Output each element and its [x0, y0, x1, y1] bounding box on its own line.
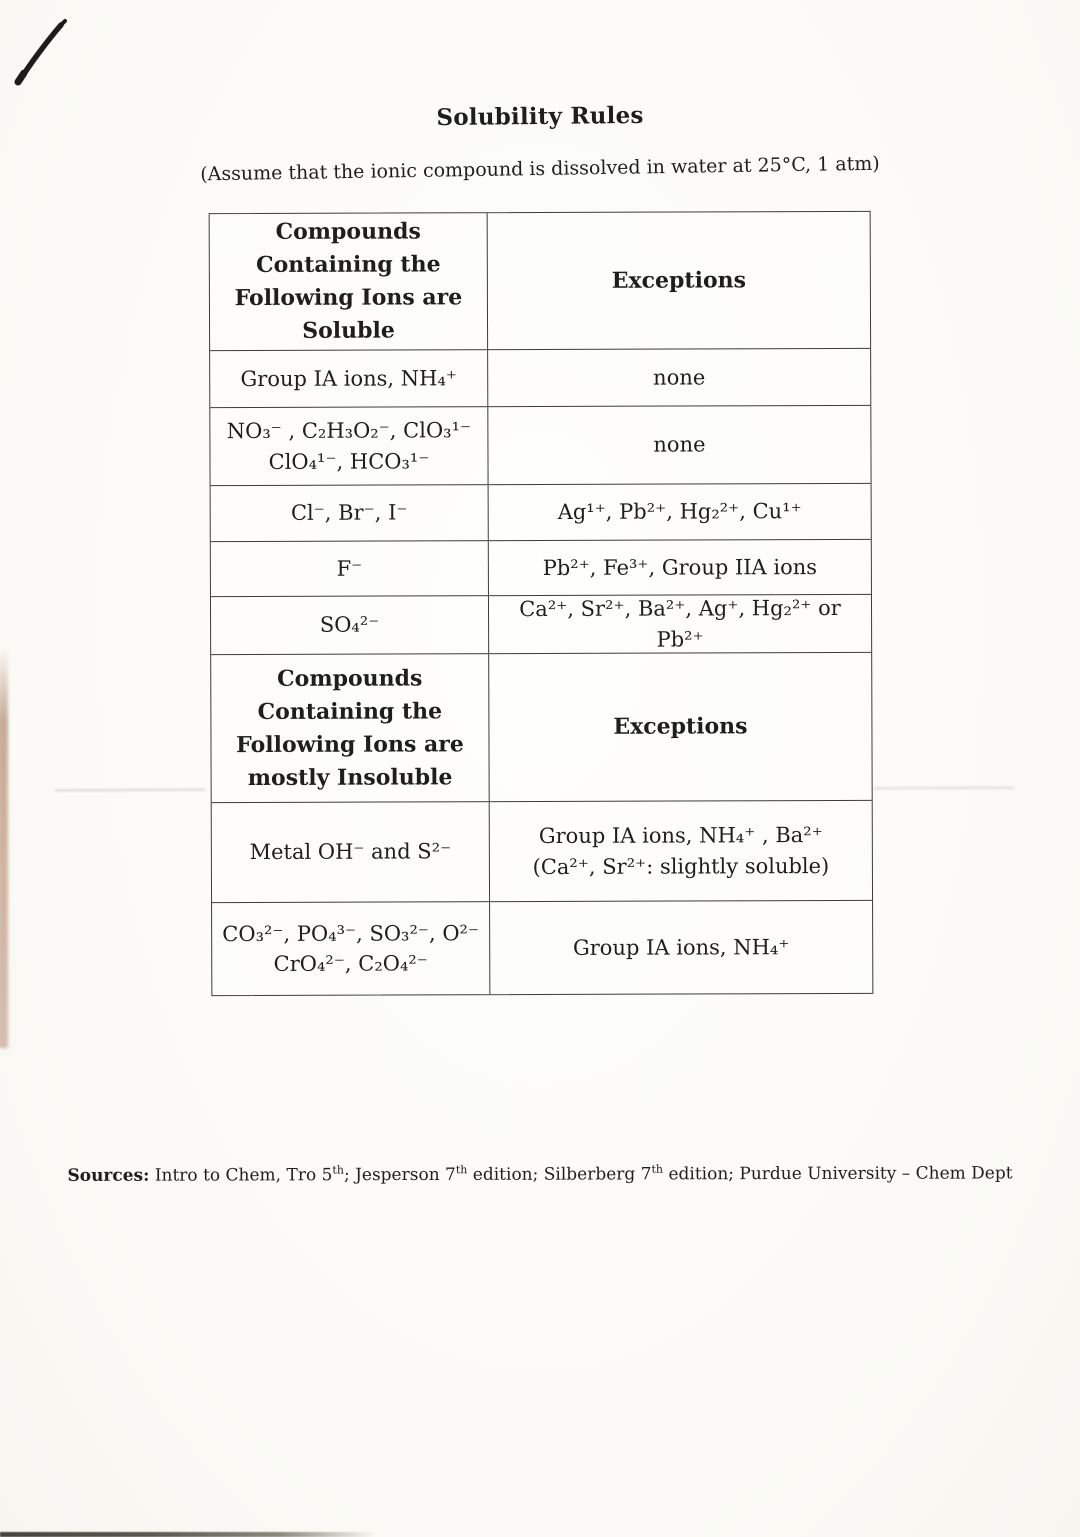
scan-fold-line-left [55, 789, 205, 792]
soluble-header-row [210, 212, 870, 350]
page-subtitle: (Assume that the ionic compound is dissolved in water at 25°C, 1 atm) [200, 152, 880, 186]
exceptions-cell: Ca²⁺, Sr²⁺, Ba²⁺, Ag⁺, Hg₂²⁺ or Pb²⁺ [519, 596, 841, 652]
ions-cell: Metal OH⁻ and S²⁻ [212, 802, 490, 902]
exceptions-cell: Group IA ions, NH₄⁺ , Ba²⁺ (Ca²⁺, Sr²⁺: slightly soluble) [532, 823, 830, 879]
insoluble-header-ions: Compounds Containing the Following Ions are mostly Insoluble [211, 654, 490, 802]
ions-cell: Cl⁻, Br⁻, I⁻ [211, 485, 489, 541]
scan-fold-line-right [874, 787, 1014, 790]
exceptions-cell: none [653, 432, 706, 457]
scan-smudge-left-edge [0, 648, 8, 1048]
ions-cell: SO₄²⁻ [211, 596, 489, 654]
pen-slash-mark [6, 6, 86, 96]
exceptions-cell: Pb²⁺, Fe³⁺, Group IIA ions [542, 554, 818, 580]
sources-ordinal: th [651, 1162, 664, 1176]
ions-cell: F⁻ [211, 541, 489, 596]
ions-cell: Group IA ions, NH₄⁺ [210, 350, 488, 407]
table-row [211, 539, 871, 596]
table-row [212, 800, 872, 902]
insoluble-header-exceptions: Exceptions [613, 713, 748, 740]
page-title: Solubility Rules [436, 101, 644, 132]
solubility-rules-table [209, 211, 874, 996]
sources-line [0, 1162, 1080, 1186]
insoluble-header-row [211, 652, 872, 802]
soluble-header-ions: Compounds Containing the Following Ions are Soluble [210, 213, 488, 350]
sources-text: edition; Purdue University – Chem Dept [663, 1163, 1013, 1185]
table-row [210, 405, 870, 485]
table-row [212, 900, 872, 995]
sources-ordinal: th [455, 1163, 468, 1177]
sources-text: edition; Silberberg 7 [467, 1164, 652, 1185]
sources-text: ; Jesperson 7 [343, 1164, 456, 1186]
soluble-header-exceptions: Exceptions [611, 266, 747, 294]
exceptions-cell: none [653, 365, 706, 390]
exceptions-cell: Ag¹⁺, Pb²⁺, Hg₂²⁺, Cu¹⁺ [557, 499, 802, 525]
table-row [211, 594, 871, 654]
scan-edge-bottom [0, 1532, 375, 1537]
sources-ordinal: th [332, 1163, 344, 1177]
ions-cell: NO₃⁻ , C₂H₃O₂⁻, ClO₃¹⁻ ClO₄¹⁻, HCO₃¹⁻ [210, 407, 488, 485]
table-row [211, 483, 871, 541]
ions-cell: CO₃²⁻, PO₄³⁻, SO₃²⁻, O²⁻ CrO₄²⁻, C₂O₄²⁻ [212, 902, 490, 995]
table-row [210, 348, 870, 407]
exceptions-cell: Group IA ions, NH₄⁺ [572, 934, 790, 960]
sources-text: Intro to Chem, Tro 5 [154, 1165, 333, 1186]
sources-label: Sources: [67, 1165, 150, 1186]
